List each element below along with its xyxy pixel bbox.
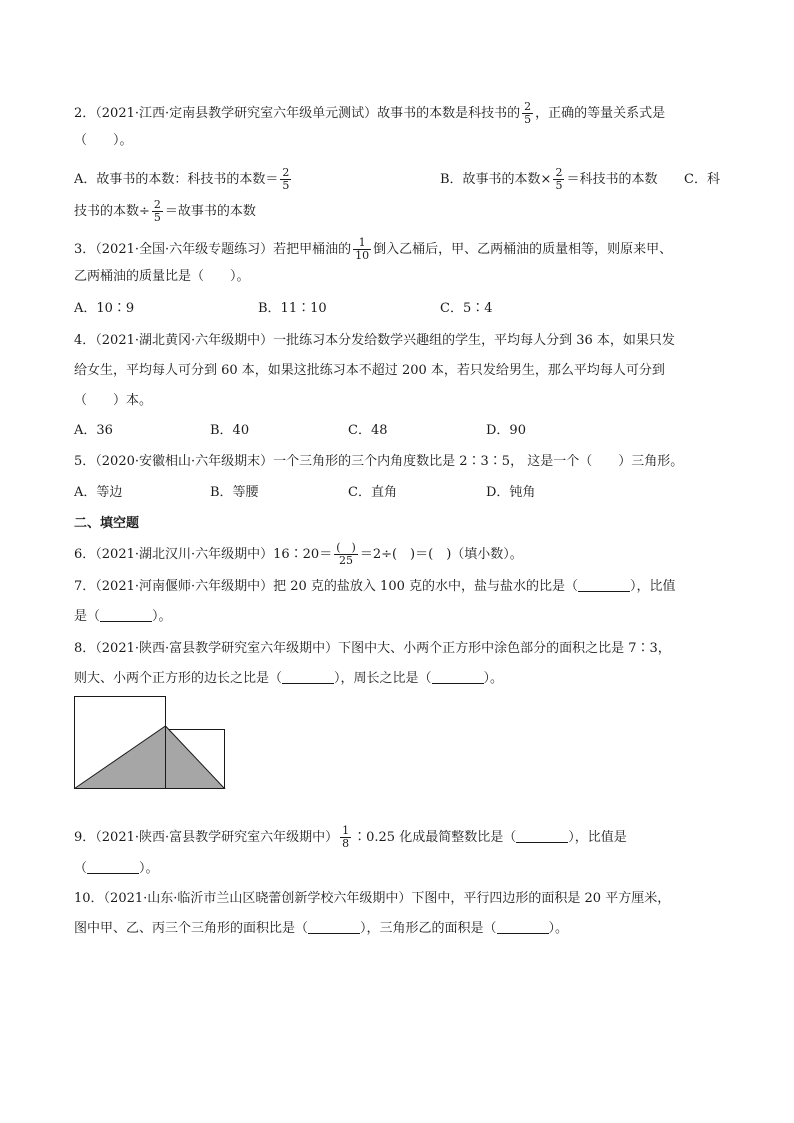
q6-stem: 6．（2021·湖北汉川·六年级期中）16∶20＝ $\frac{( )}{25}$ ＝2÷( )＝( )（填小数）。	[74, 541, 523, 567]
q5-option-a[interactable]: A．等边	[74, 485, 123, 500]
section-title: 二、填空题	[74, 516, 140, 531]
q4-line3: （ ）本。	[74, 393, 153, 408]
q4-line1: 4．（2021·湖北黄冈·六年级期中）一批练习本分发给数学兴趣组的学生，平均每人分到 36 本，如果只发	[74, 333, 675, 348]
q7-answer-blank-2[interactable]	[100, 607, 152, 622]
q9-answer-blank-2[interactable]	[87, 859, 139, 874]
q8-line1: 8．（2021·陕西·富县教学研究室六年级期中）下图中大、小两个正方形中涂色部分的面积之比是 7∶3，	[74, 641, 671, 656]
q2-stem: 2．（2021·江西·定南县教学研究室六年级单元测试）故事书的本数是科技书的 $\frac{2}{5}$ ，正确的等量关系式是	[74, 100, 666, 126]
q2-option-b[interactable]: B．故事书的本数× $\frac{2}{5}$ ＝科技书的本数	[440, 166, 658, 192]
q4-option-a[interactable]: A．36	[74, 423, 113, 438]
q5-options	[74, 482, 722, 504]
q4-line2: 给女生，平均每人可分到 60 本，如果这批练习本不超过 200 本，若只发给男生，那么平均每人可分到	[74, 363, 665, 378]
shaded-triangle-large	[75, 726, 166, 789]
q5-line1: 5．（2020·安徽相山·六年级期末）一个三角形的三个内角度数比是 2∶3∶5， 这是一个（ ）三角形。	[74, 454, 684, 469]
q5-option-b[interactable]: B．等腰	[210, 485, 259, 500]
q8-answer-blank-1[interactable]	[282, 669, 334, 684]
q3-option-c[interactable]: C．5∶4	[440, 301, 493, 316]
q4-option-b[interactable]: B．40	[210, 423, 250, 438]
q2-options-row1	[74, 164, 722, 196]
two-squares-svg	[74, 696, 234, 796]
q10-answer-blank-1[interactable]	[308, 919, 360, 934]
q3-option-b[interactable]: B．11∶10	[258, 301, 327, 316]
worksheet-page	[74, 98, 722, 940]
q4-options	[74, 420, 722, 442]
q2-option-c-cont: 技书的本数÷ $\frac{2}{5}$ ＝故事书的本数	[74, 198, 256, 224]
q7-answer-blank-1[interactable]	[578, 577, 630, 592]
q9-fraction: $\frac{1}{8}$	[342, 824, 350, 850]
shaded-triangle-small	[166, 726, 225, 789]
q3-stem: 3．（2021·全国·六年级专题练习）若把甲桶油的 $\frac{1}{10}$ 倒入乙桶后，甲、乙两桶油的质量相等，则原来甲、	[74, 236, 673, 262]
q3-option-a[interactable]: A．10∶9	[74, 301, 135, 316]
q5-option-d[interactable]: D．钝角	[486, 485, 536, 500]
q2-fraction: $\frac{2}{5}$	[524, 100, 532, 126]
q4-option-d[interactable]: D．90	[486, 423, 526, 438]
q10-line2: 图中甲、乙、丙三个三角形的面积比是（ ），三角形乙的面积是（ ）。	[74, 921, 569, 936]
q2-option-a[interactable]: A．故事书的本数：科技书的本数＝ $\frac{2}{5}$	[74, 166, 290, 192]
q8-line2: 则大、小两个正方形的边长之比是（ ），周长之比是（ ）。	[74, 671, 504, 686]
q9-stem: 9．（2021·陕西·富县教学研究室六年级期中） $\frac{1}{8}$ ∶0.25 化成最简整数比是（ ），比值是	[74, 824, 627, 850]
q3-fraction: $\frac{1}{10}$	[355, 236, 370, 262]
q4-option-c[interactable]: C．48	[348, 423, 388, 438]
q10-answer-blank-2[interactable]	[497, 919, 549, 934]
q5-option-c[interactable]: C．直角	[348, 485, 397, 500]
q8-answer-blank-2[interactable]	[432, 669, 484, 684]
q3-stem-cont: 乙两桶油的质量比是（ ）。	[74, 269, 250, 284]
q7-line1: 7．（2021·河南偃师·六年级期中）把 20 克的盐放入 100 克的水中，盐与盐水的比是（ ），比值	[74, 579, 676, 594]
q6-fraction: $\frac{( )}{25}$	[336, 541, 356, 567]
q3-options	[74, 298, 722, 320]
q7-line2: 是（ ）。	[74, 609, 172, 624]
q9-line2: （ ）。	[74, 861, 159, 876]
q9-answer-blank-1[interactable]	[516, 828, 568, 843]
q10-line1: 10．（2021·山东·临沂市兰山区晓蕾创新学校六年级期中）下图中，平行四边形的面积是 20 平方厘米，	[74, 891, 671, 906]
two-squares-figure	[74, 696, 234, 796]
q2-option-c[interactable]: C．科	[684, 172, 720, 187]
q2-paren: （ ）。	[74, 133, 133, 148]
